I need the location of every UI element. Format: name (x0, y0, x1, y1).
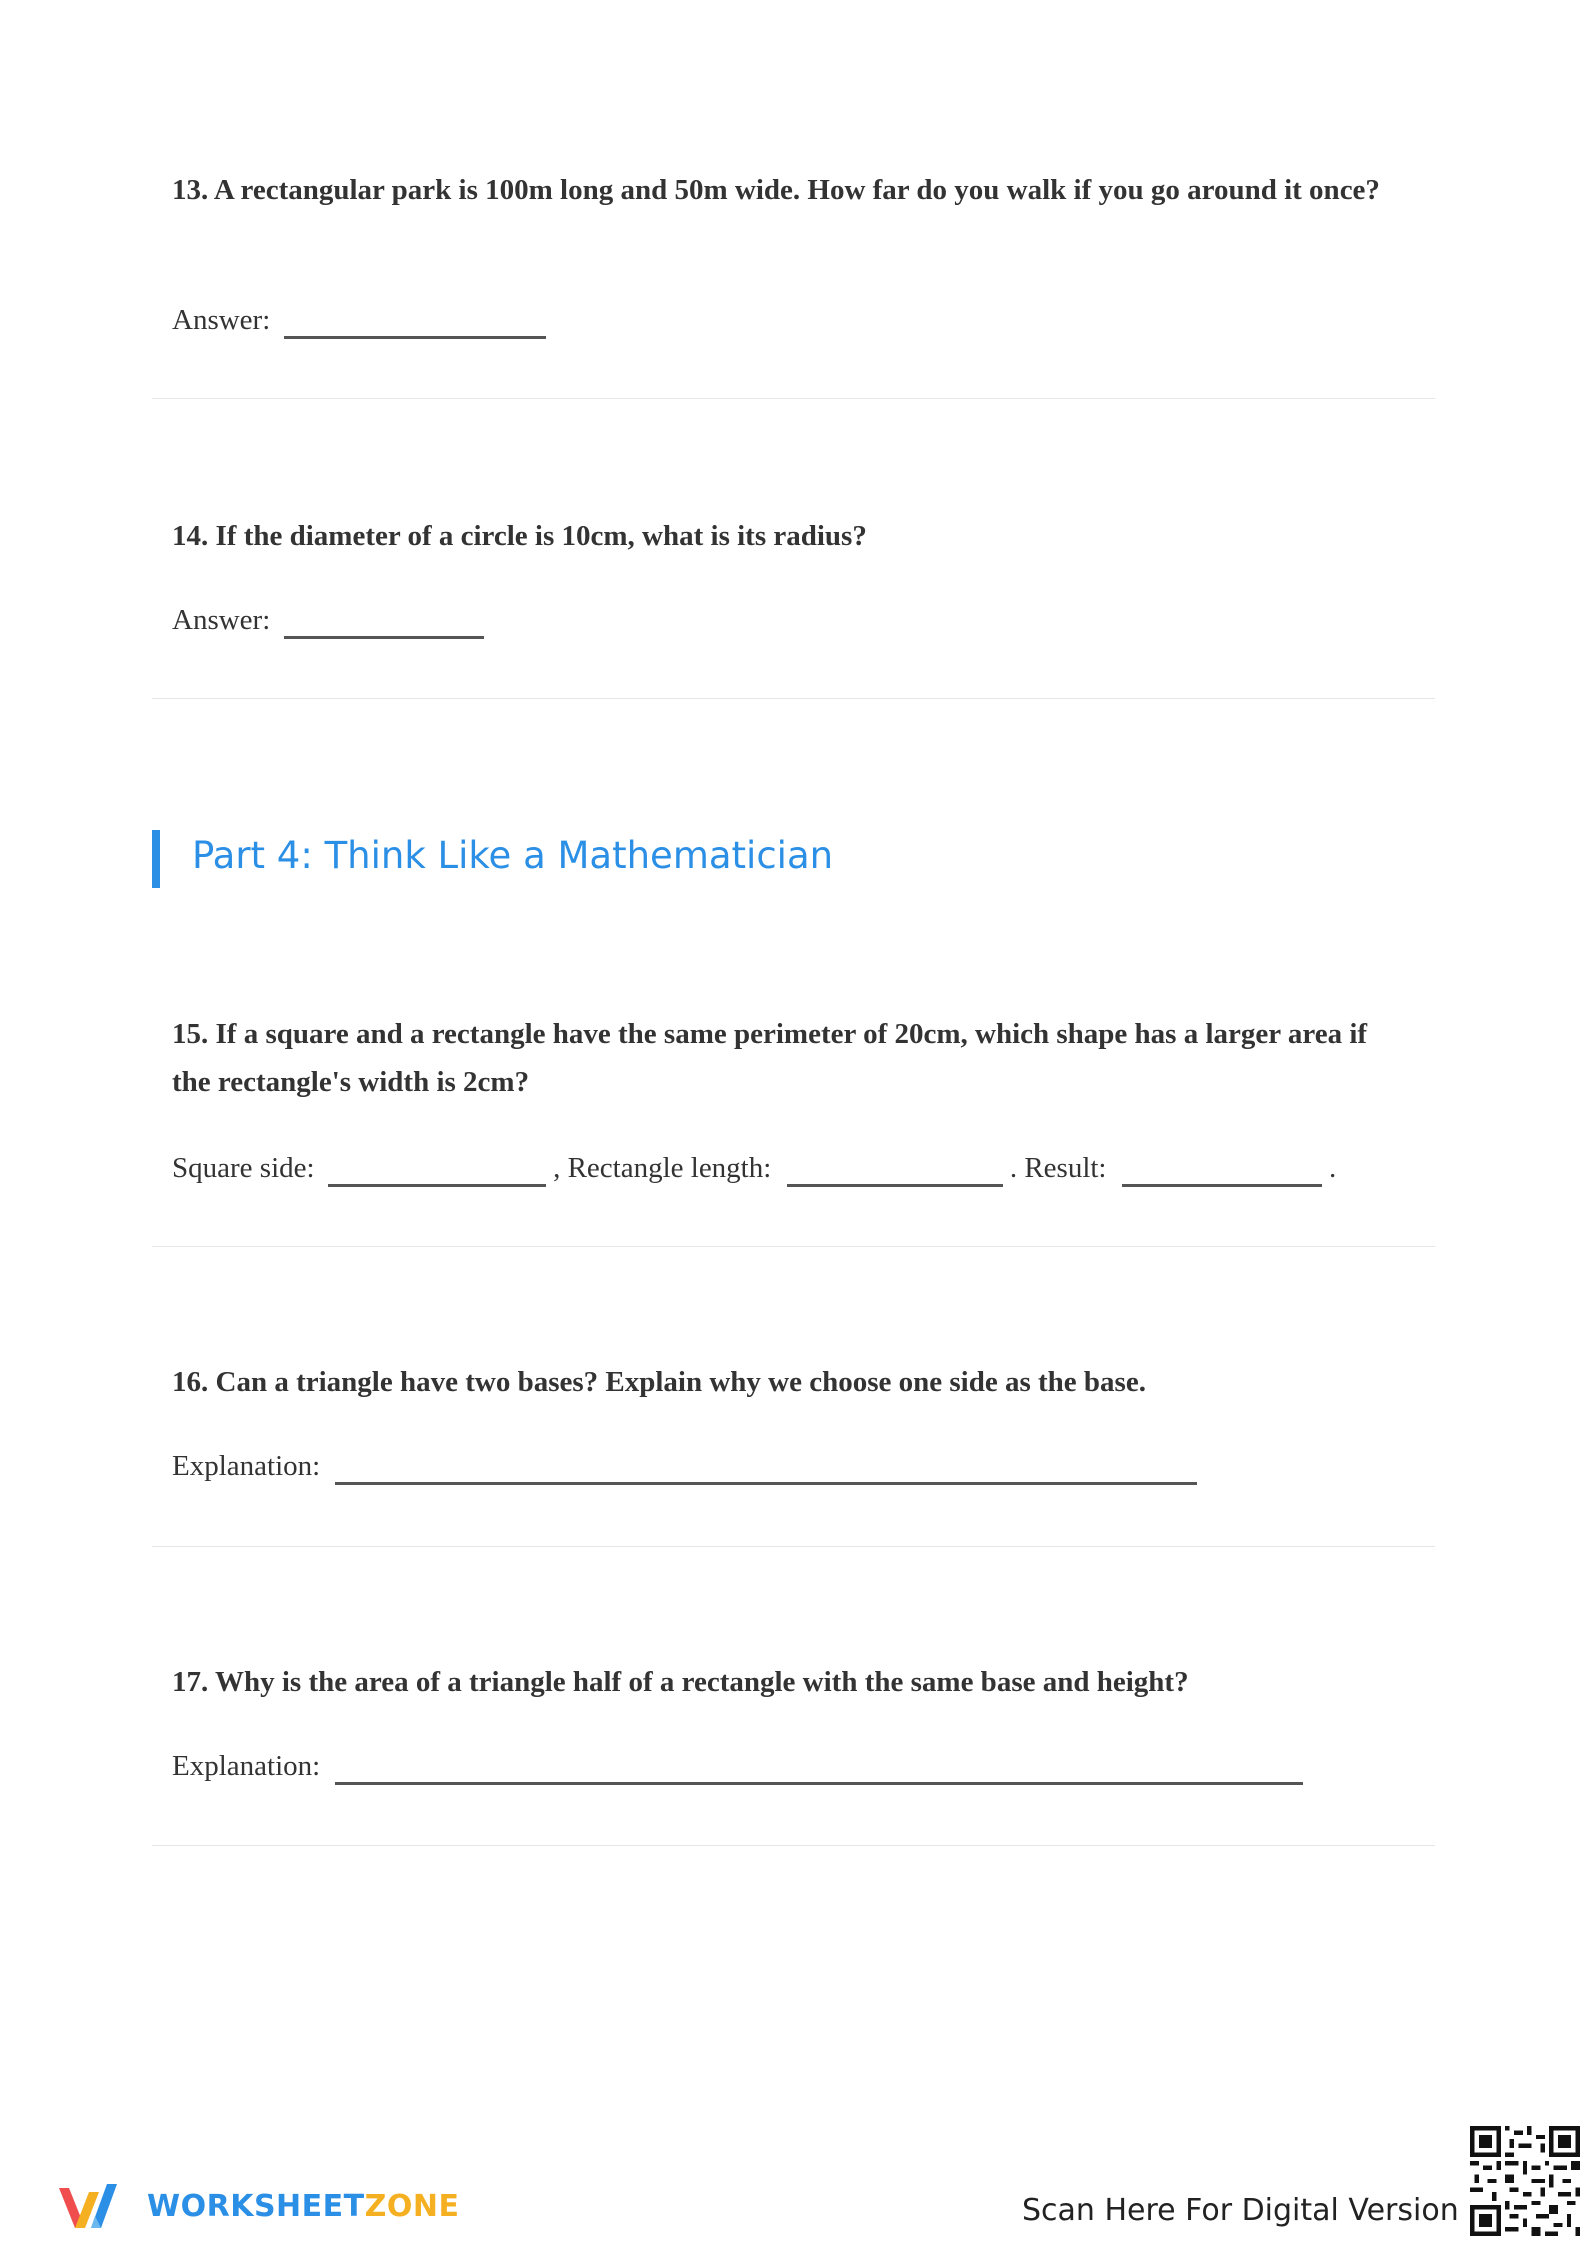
brand-part-1: WORKSHEET (147, 2188, 365, 2224)
divider (152, 1246, 1435, 1247)
explanation-blank-17[interactable] (335, 1752, 1303, 1785)
question-16 (172, 1358, 1412, 1406)
answer-row-14 (172, 596, 484, 637)
answer-blank-13[interactable] (284, 306, 546, 339)
question-13-text: 13. A rectangular park is 100m long and 50m wide. How far do you walk if you go around it once? (172, 174, 1380, 206)
explanation-blank-16[interactable] (335, 1452, 1197, 1485)
rectangle-length-label: , Rectangle length: (553, 1152, 772, 1184)
section-title: Part 4: Think Like a Mathematician (192, 834, 834, 877)
question-14-text: 14. If the diameter of a circle is 10cm, what is its radius? (172, 520, 867, 552)
answer-row-16 (172, 1442, 1197, 1483)
divider (152, 1845, 1435, 1846)
qr-code-icon[interactable] (1470, 2126, 1580, 2236)
question-17 (172, 1658, 1412, 1706)
result-label: . Result: (1009, 1152, 1107, 1184)
divider (152, 1546, 1435, 1547)
answer-label: Answer: (172, 604, 271, 636)
worksheetzone-logo-icon (55, 2178, 135, 2234)
answer-row-17 (172, 1742, 1303, 1783)
question-17-text: 17. Why is the area of a triangle half of a rectangle with the same base and height? (172, 1666, 1189, 1698)
answer-row-13 (172, 296, 546, 337)
answer-row-15 (172, 1144, 1336, 1185)
divider (152, 398, 1435, 399)
question-13 (172, 166, 1412, 214)
question-16-text: 16. Can a triangle have two bases? Explain why we choose one side as the base. (172, 1366, 1146, 1398)
answer-blank-14[interactable] (284, 606, 484, 639)
brand-part-2: ZONE (364, 2188, 460, 2224)
divider (152, 698, 1435, 699)
question-14 (172, 512, 1412, 560)
explanation-label: Explanation: (172, 1450, 321, 1482)
explanation-label: Explanation: (172, 1750, 321, 1782)
answer-label: Answer: (172, 304, 271, 336)
brand-name (147, 2189, 459, 2224)
question-15 (172, 1010, 1412, 1106)
worksheetzone-logo[interactable] (55, 2178, 459, 2234)
square-side-blank[interactable] (328, 1154, 546, 1187)
end-period: . (1328, 1152, 1337, 1184)
square-side-label: Square side: (172, 1152, 315, 1184)
rectangle-length-blank[interactable] (787, 1154, 1003, 1187)
question-15-text: 15. If a square and a rectangle have the same perimeter of 20cm, which shape has a larger area if the rectangle's width is 2cm? (172, 1018, 1368, 1098)
result-blank[interactable] (1122, 1154, 1322, 1187)
section-accent-bar (152, 830, 160, 888)
scan-text: Scan Here For Digital Version (1022, 2193, 1459, 2228)
